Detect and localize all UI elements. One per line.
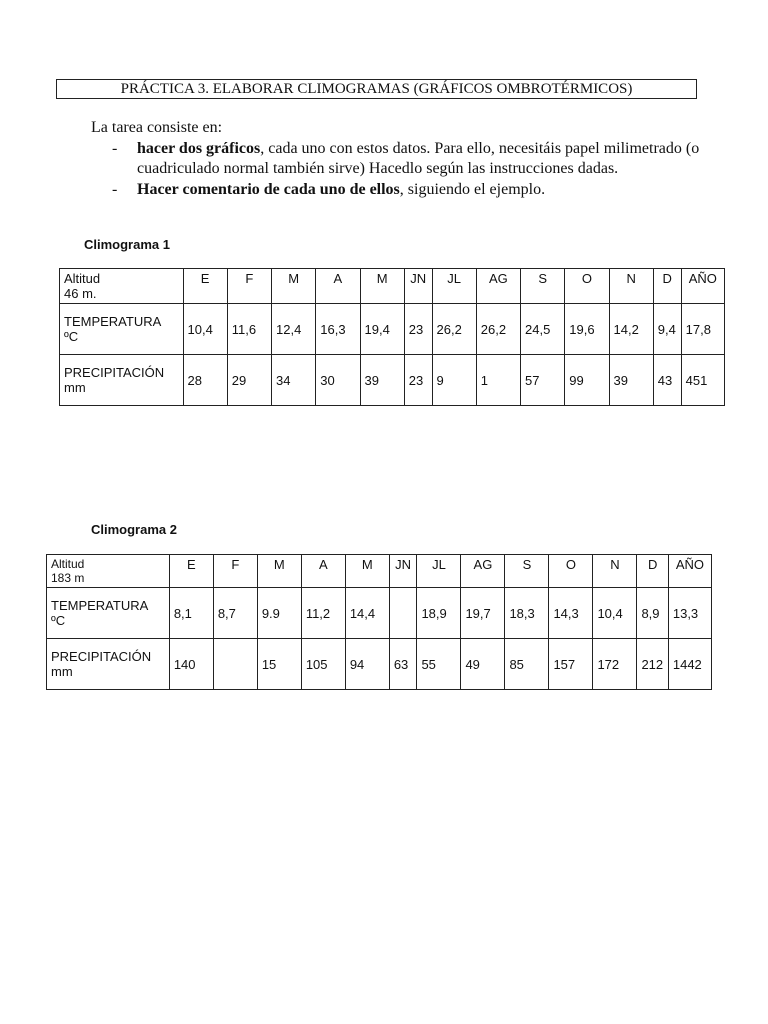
row-label [47,588,170,639]
data-cell: 14,4 [345,588,389,639]
data-cell: 14,2 [609,304,653,355]
task-intro: La tarea consiste en: [91,119,223,136]
data-cell: 85 [505,639,549,690]
month-header: D [637,555,668,588]
data-cell: 11,2 [301,588,345,639]
month-header: M [257,555,301,588]
table-header-row [47,555,712,588]
month-header: M [360,269,404,304]
data-cell: 55 [417,639,461,690]
row-label-unit: ºC [64,329,79,344]
data-cell: 140 [169,639,213,690]
data-cell: 157 [549,639,593,690]
data-cell: 11,6 [227,304,271,355]
month-header: JL [432,269,476,304]
altitude-cell [60,269,184,304]
month-header: AG [476,269,520,304]
data-cell: 99 [565,355,609,406]
month-header: JL [417,555,461,588]
month-header: D [653,269,681,304]
table-row [47,639,712,690]
month-header: S [505,555,549,588]
month-header: S [521,269,565,304]
data-cell: 28 [183,355,227,406]
climograma-1-table [59,268,725,406]
practice-title: PRÁCTICA 3. ELABORAR CLIMOGRAMAS (GRÁFICOS OMBROTÉRMICOS) [56,79,697,99]
data-cell: 94 [345,639,389,690]
data-cell: 9 [432,355,476,406]
data-cell: 13,3 [668,588,711,639]
data-cell: 19,6 [565,304,609,355]
data-cell: 39 [360,355,404,406]
row-label-line: PRECIPITACIÓN [64,365,165,380]
data-cell: 19,7 [461,588,505,639]
month-header: N [593,555,637,588]
data-cell: 26,2 [432,304,476,355]
data-cell: 15 [257,639,301,690]
task-item-text: , cada uno con estos datos. Para ello, necesitáis papel milimetrado (o cuadriculado normal también sirve) Hacedlo según las instrucciones dadas. [137,140,700,177]
data-cell: 18,9 [417,588,461,639]
data-cell: 10,4 [593,588,637,639]
data-cell: 24,5 [521,304,565,355]
row-label [47,639,170,690]
table-row [47,588,712,639]
month-header: F [213,555,257,588]
row-label [60,355,184,406]
data-cell: 23 [404,304,432,355]
month-header: JN [389,555,417,588]
month-header: A [301,555,345,588]
bullet-dash: - [112,140,118,157]
data-cell [213,639,257,690]
row-label-line: TEMPERATURA [51,598,149,613]
data-cell: 9.9 [257,588,301,639]
data-cell: 212 [637,639,668,690]
data-cell: 14,3 [549,588,593,639]
month-header: N [609,269,653,304]
task-item-text: , siguiendo el ejemplo. [399,181,546,198]
altitude-value: 46 m. [64,286,97,301]
data-cell [389,588,417,639]
month-header: M [345,555,389,588]
data-cell: 29 [227,355,271,406]
data-cell: 1 [476,355,520,406]
data-cell: 12,4 [272,304,316,355]
data-cell: 172 [593,639,637,690]
row-label-line: TEMPERATURA [64,314,162,329]
data-cell: 8,1 [169,588,213,639]
task-list [112,139,712,201]
climograma-1-label: Climograma 1 [84,237,170,252]
table-row [60,355,725,406]
table-header-row [60,269,725,304]
data-cell: 17,8 [681,304,724,355]
row-label-line: PRECIPITACIÓN [51,649,152,664]
altitude-value: 183 m [51,571,85,585]
altitude-label: Altitud [51,557,85,571]
data-cell: 9,4 [653,304,681,355]
month-header: O [565,269,609,304]
altitude-label: Altitud [64,271,101,286]
data-cell: 19,4 [360,304,404,355]
data-cell: 451 [681,355,724,406]
bullet-dash: - [112,181,118,198]
row-label [60,304,184,355]
month-header: AG [461,555,505,588]
data-cell: 43 [653,355,681,406]
data-cell: 1442 [668,639,711,690]
month-header: E [183,269,227,304]
data-cell: 8,7 [213,588,257,639]
data-cell: 39 [609,355,653,406]
data-cell: 63 [389,639,417,690]
month-header: AÑO [681,269,724,304]
data-cell: 105 [301,639,345,690]
month-header: O [549,555,593,588]
data-cell: 23 [404,355,432,406]
month-header: A [316,269,360,304]
task-item [112,139,712,179]
row-label-unit: mm [64,380,86,395]
data-cell: 26,2 [476,304,520,355]
month-header: AÑO [668,555,711,588]
month-header: F [227,269,271,304]
data-cell: 49 [461,639,505,690]
data-cell: 34 [272,355,316,406]
data-cell: 18,3 [505,588,549,639]
table-row [60,304,725,355]
month-header: M [272,269,316,304]
task-item-bold: hacer dos gráficos [137,140,261,157]
data-cell: 10,4 [183,304,227,355]
month-header: JN [404,269,432,304]
task-item [112,180,712,200]
data-cell: 16,3 [316,304,360,355]
row-label-unit: mm [51,664,73,679]
task-item-bold: Hacer comentario de cada uno de ellos [137,181,400,198]
data-cell: 57 [521,355,565,406]
climograma-2-label: Climograma 2 [91,522,177,537]
month-header: E [169,555,213,588]
climograma-2-table [46,554,712,690]
altitude-cell [47,555,170,588]
data-cell: 8,9 [637,588,668,639]
row-label-unit: ºC [51,613,66,628]
data-cell: 30 [316,355,360,406]
